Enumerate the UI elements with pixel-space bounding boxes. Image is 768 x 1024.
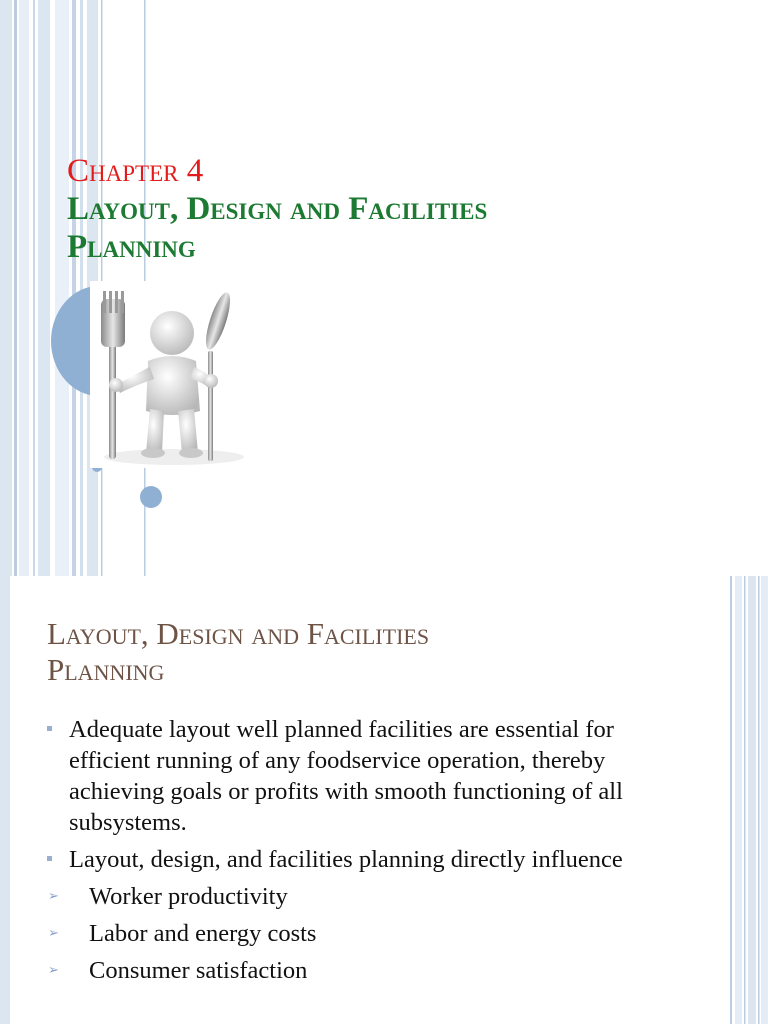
list-item <box>47 955 687 986</box>
list-item <box>47 918 687 949</box>
list-item <box>47 714 687 838</box>
title-line-planning: Planning <box>47 652 165 687</box>
title-line-layout: Layout, Design and Facilities <box>47 616 430 651</box>
decorative-circle-small <box>140 486 162 508</box>
square-bullet-icon <box>47 856 52 861</box>
person-with-fork-and-spoon-icon <box>90 281 258 468</box>
list-item <box>47 881 687 912</box>
arrow-bullet-icon: ➢ <box>48 889 59 904</box>
sub-bullet-text: Consumer satisfaction <box>89 957 308 984</box>
slide2-title <box>47 616 727 688</box>
arrow-bullet-icon: ➢ <box>48 926 59 941</box>
list-item <box>47 844 687 875</box>
decorative-left-border <box>0 576 10 1024</box>
square-bullet-icon <box>47 726 52 731</box>
decorative-right-stripes <box>730 576 768 1024</box>
sub-bullet-text: Labor and energy costs <box>89 920 317 947</box>
arrow-bullet-icon: ➢ <box>48 963 59 978</box>
bullet-text: Layout, design, and facilities planning directly influence <box>69 846 623 873</box>
chapter-label: Chapter 4 <box>67 153 204 189</box>
slide2-body <box>47 714 687 992</box>
title-line-layout: Layout, Design and Facilities <box>67 191 488 227</box>
content-slide <box>0 576 768 1024</box>
sub-bullet-text: Worker productivity <box>89 883 288 910</box>
slide1-title <box>67 152 747 266</box>
title-line-planning: Planning <box>67 229 196 265</box>
figure-image <box>90 281 258 468</box>
bullet-text: Adequate layout well planned facilities are essential for efficient running of any foodservice operation, thereby achieving goals or profits with smooth functioning of all subsystems. <box>69 716 623 836</box>
